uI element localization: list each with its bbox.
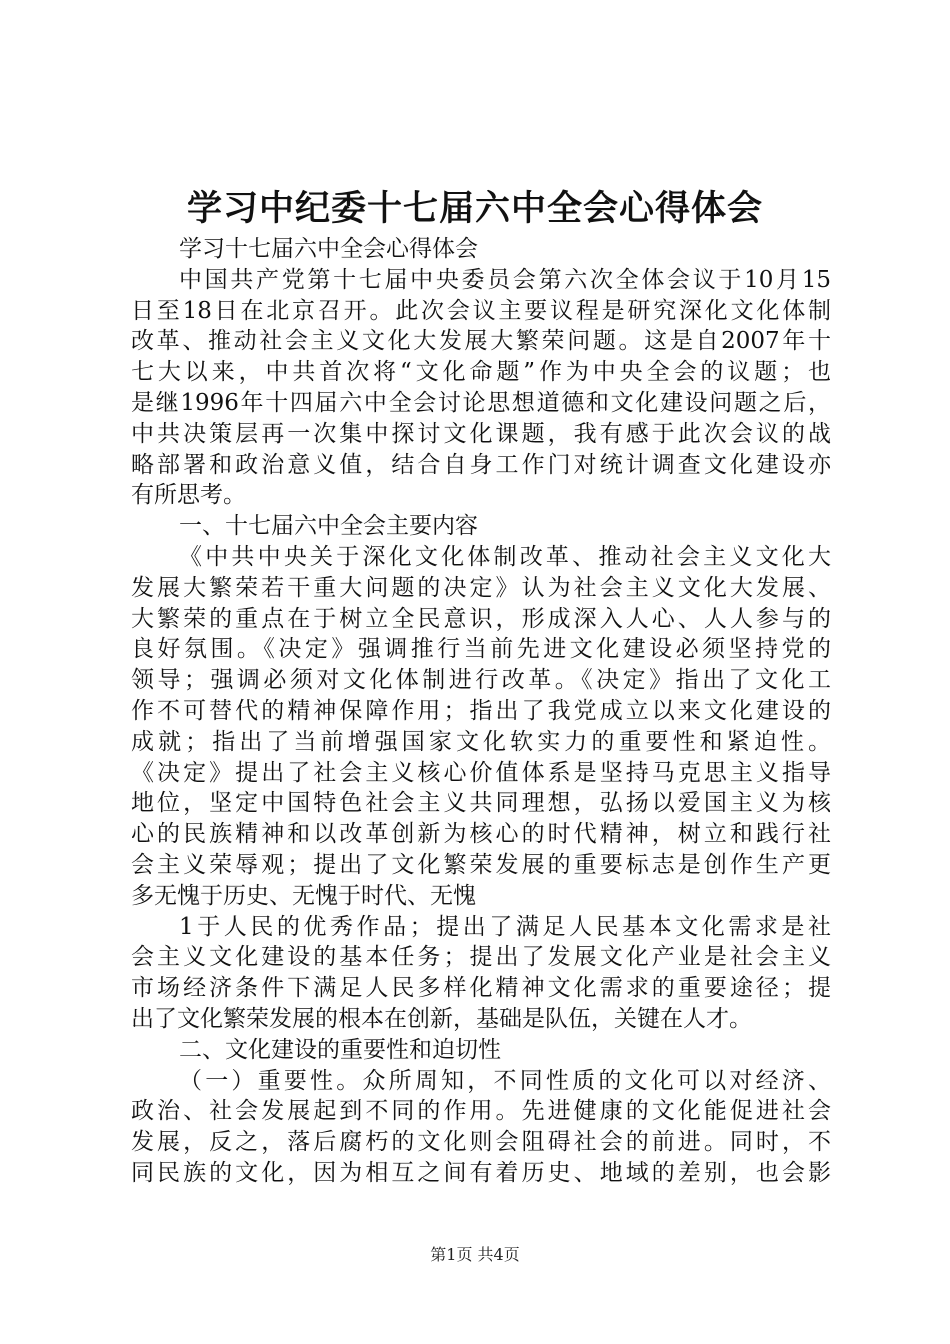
document-title: 学习中纪委十七届六中全会心得体会 [186, 189, 763, 229]
text-line: 良好氛围。《决定》强调推行当前先进文化建设必须坚持党的 [131, 636, 831, 663]
text-line: 学习十七届六中全会心得体会 [179, 236, 478, 262]
text-line: 会主义文化建设的基本任务；提出了发展文化产业是社会主义 [131, 944, 831, 971]
text-line: 多无愧于历史、无愧于时代、无愧 [131, 882, 476, 909]
text-line: 同民族的文化，因为相互之间有着历史、地域的差别，也会影 [131, 1159, 831, 1186]
document-body [131, 234, 831, 1189]
text-line: 中共决策层再一次集中探讨文化课题，我有感于此次会议的战 [131, 420, 831, 447]
text-line: 1于人民的优秀作品；提出了满足人民基本文化需求是社 [179, 913, 831, 940]
text-line: 《决定》提出了社会主义核心价值体系是坚持马克思主义指导 [131, 759, 831, 786]
text-line: 一、十七届六中全会主要内容 [179, 513, 478, 540]
page-footer: 第1页 共4页 [430, 1245, 520, 1264]
text-line: 日至18日在北京召开。此次会议主要议程是研究深化文化体制 [131, 297, 831, 324]
text-line: （一）重要性。众所周知，不同性质的文化可以对经济、 [179, 1067, 831, 1094]
text-line: 领导；强调必须对文化体制进行改革。《决定》指出了文化工 [131, 667, 831, 694]
text-line: 发展大繁荣若干重大问题的决定》认为社会主义文化大发展、 [131, 574, 831, 601]
text-line: 作不可替代的精神保障作用；指出了我党成立以来文化建设的 [131, 697, 831, 724]
text-line: 发展，反之，落后腐朽的文化则会阻碍社会的前进。同时，不 [131, 1129, 831, 1156]
text-line: 市场经济条件下满足人民多样化精神文化需求的重要途径；提 [131, 975, 831, 1002]
text-line: 二、文化建设的重要性和迫切性 [179, 1036, 501, 1063]
text-line: 成就；指出了当前增强国家文化软实力的重要性和紧迫性。 [131, 728, 831, 755]
text-line: 改革、推动社会主义文化大发展大繁荣问题。这是自2007年十 [131, 328, 831, 355]
text-line: 《中共中央关于深化文化体制改革、推动社会主义文化大 [179, 543, 831, 570]
text-line: 略部署和政治意义值，结合自身工作门对统计调查文化建设亦 [131, 451, 831, 478]
text-line: 有所思考。 [131, 482, 246, 509]
text-line: 七大以来，中共首次将“文化命题”作为中央全会的议题；也 [131, 359, 831, 386]
text-line: 出了文化繁荣发展的根本在创新，基础是队伍，关键在人才。 [131, 1005, 752, 1032]
text-line: 心的民族精神和以改革创新为核心的时代精神，树立和践行社 [131, 821, 831, 848]
text-line: 是继1996年十四届六中全会讨论思想道德和文化建设问题之后， [131, 389, 831, 416]
text-line: 大繁荣的重点在于树立全民意识，形成深入人心、人人参与的 [131, 605, 831, 632]
text-line: 会主义荣辱观；提出了文化繁荣发展的重要标志是创作生产更 [131, 851, 831, 878]
text-line: 地位，坚定中国特色社会主义共同理想，弘扬以爱国主义为核 [131, 790, 831, 817]
text-line: 中国共产党第十七届中央委员会第六次全体会议于10月15 [179, 266, 831, 293]
text-line: 政治、社会发展起到不同的作用。先进健康的文化能促进社会 [131, 1098, 831, 1125]
